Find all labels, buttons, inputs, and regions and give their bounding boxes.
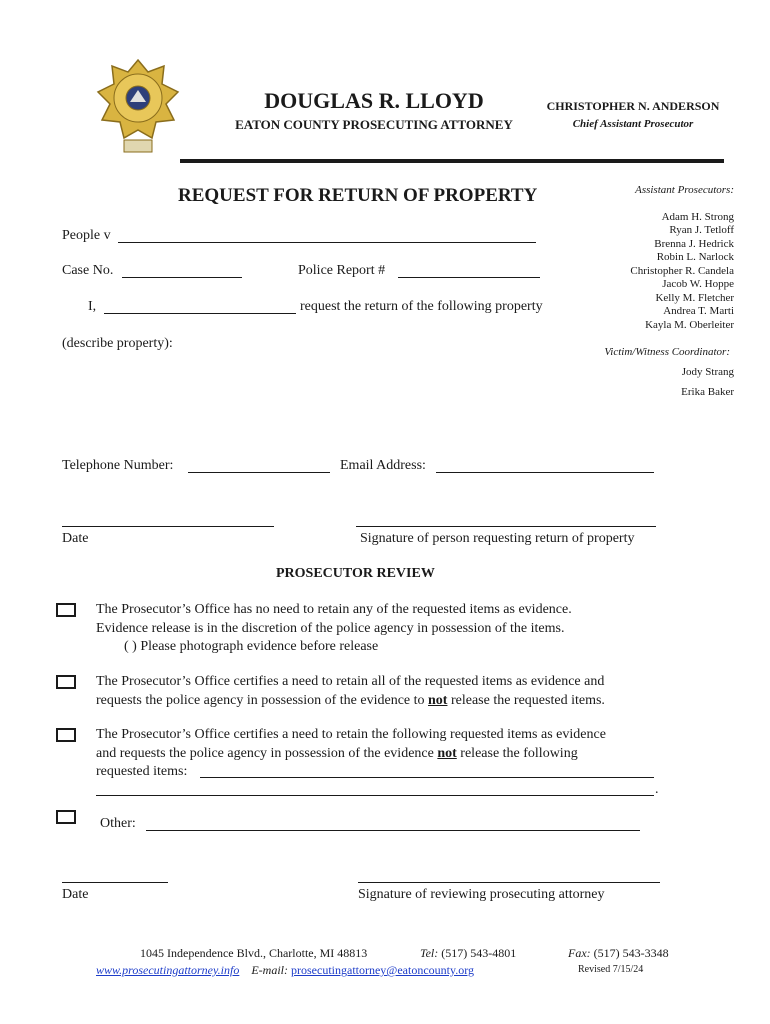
text-segment: release the requested items. [447,692,605,708]
period: . [655,782,659,797]
county-badge-logo [96,58,180,162]
review-date-label: Date [62,887,89,902]
option-no-need-checkbox[interactable] [56,603,76,617]
text-segment: release the following [456,745,578,761]
requestor-signature-field[interactable] [356,512,656,527]
photograph-evidence-option[interactable]: ( ) Please photograph evidence before release [124,639,379,654]
emphasis-not: not [428,692,448,708]
option-text-line: The Prosecutor’s Office has no need to retain any of the requested items as evidence. [96,602,572,617]
assistant-name: Andrea T. Marti [663,305,734,317]
email-field[interactable] [436,458,654,473]
request-date-field[interactable] [62,512,274,527]
tel-value: (517) 543-4801 [441,946,517,960]
option-text-line: Evidence release is in the discretion of the police agency in possession of the items. [96,620,565,636]
option-text-line [96,745,606,764]
attorney-signature-field[interactable] [358,868,660,883]
form-title: REQUEST FOR RETURN OF PROPERTY [178,185,538,206]
assistant-name: Ryan J. Tetloff [669,224,734,236]
prosecutor-name: DOUGLAS R. LLOYD [264,88,484,113]
requested-items-label: requested items: [96,764,188,779]
chief-assistant-name: CHRISTOPHER N. ANDERSON [546,99,720,113]
requested-items-field[interactable] [200,763,654,778]
assistant-name: Adam H. Strong [661,210,734,223]
header-rule [180,159,724,163]
option-text-line: The Prosecutor’s Office certifies a need to retain the following requested items as evidence [96,727,606,742]
coordinator-name: Erika Baker [681,386,734,398]
footer-address: 1045 Independence Blvd., Charlotte, MI 48813 [140,946,368,960]
footer-links [96,963,474,978]
option-no-need-text [96,601,572,657]
telephone-field[interactable] [188,458,330,473]
text-segment: requests the police agency in possession of the evidence to [96,692,429,708]
emphasis-not: not [437,745,457,761]
police-report-label: Police Report # [298,263,386,278]
option-retain-following-checkbox[interactable] [56,728,76,742]
fax-value: (517) 543-3348 [593,946,669,960]
option-retain-all-text [96,673,605,710]
requested-items-field-2[interactable] [96,781,654,796]
email-label-footer: E-mail: [251,963,288,977]
request-text: request the return of the following property [300,299,543,314]
option-other-checkbox[interactable] [56,810,76,824]
assistants-heading: Assistant Prosecutors: [635,184,734,196]
requestor-name-field[interactable] [104,299,296,314]
assistant-name: Christopher R. Candela [630,264,734,277]
people-v-field[interactable] [118,228,536,243]
text-segment: and requests the police agency in possession of the evidence [96,745,438,761]
assistant-name: Kayla M. Oberleiter [645,318,734,331]
other-field[interactable] [146,816,640,831]
email-link[interactable]: prosecutingattorney@eatoncounty.org [291,963,474,977]
describe-property-label: (describe property): [62,336,173,351]
footer-fax [568,946,669,961]
review-date-field[interactable] [62,868,168,883]
other-label: Other: [100,816,136,831]
case-no-field[interactable] [122,263,242,278]
option-text-line [96,692,605,711]
option-text-line: The Prosecutor’s Office certifies a need to retain all of the requested items as evidence and [96,674,605,689]
email-label: Email Address: [340,458,426,473]
chief-assistant-title: Chief Assistant Prosecutor [572,118,694,130]
coordinator-heading: Victim/Witness Coordinator: [604,346,730,358]
review-heading: PROSECUTOR REVIEW [276,566,435,581]
website-link[interactable]: www.prosecutingattorney.info [96,963,240,977]
police-report-field[interactable] [398,263,540,278]
assistant-name: Brenna J. Hedrick [654,237,734,250]
assistant-name: Kelly M. Fletcher [655,291,734,304]
footer-telephone [420,946,516,961]
fax-label: Fax: [568,946,591,960]
case-no-label: Case No. [62,263,114,278]
assistant-name: Jacob W. Hoppe [662,278,734,290]
revised-date: Revised 7/15/24 [578,964,644,975]
coordinator-name: Jody Strang [681,366,734,378]
option-retain-all-checkbox[interactable] [56,675,76,689]
assistant-name: Robin L. Narlock [656,251,734,263]
assistant-prosecutors-list [630,184,734,332]
people-v-label: People v [62,228,111,243]
office-title: EATON COUNTY PROSECUTING ATTORNEY [235,117,513,132]
tel-label: Tel: [420,946,439,960]
attorney-signature-label: Signature of reviewing prosecuting attorney [358,887,605,902]
request-date-label: Date [62,531,89,546]
requestor-label: I, [88,299,97,314]
requestor-signature-label: Signature of person requesting return of property [360,531,635,546]
telephone-label: Telephone Number: [62,458,174,473]
